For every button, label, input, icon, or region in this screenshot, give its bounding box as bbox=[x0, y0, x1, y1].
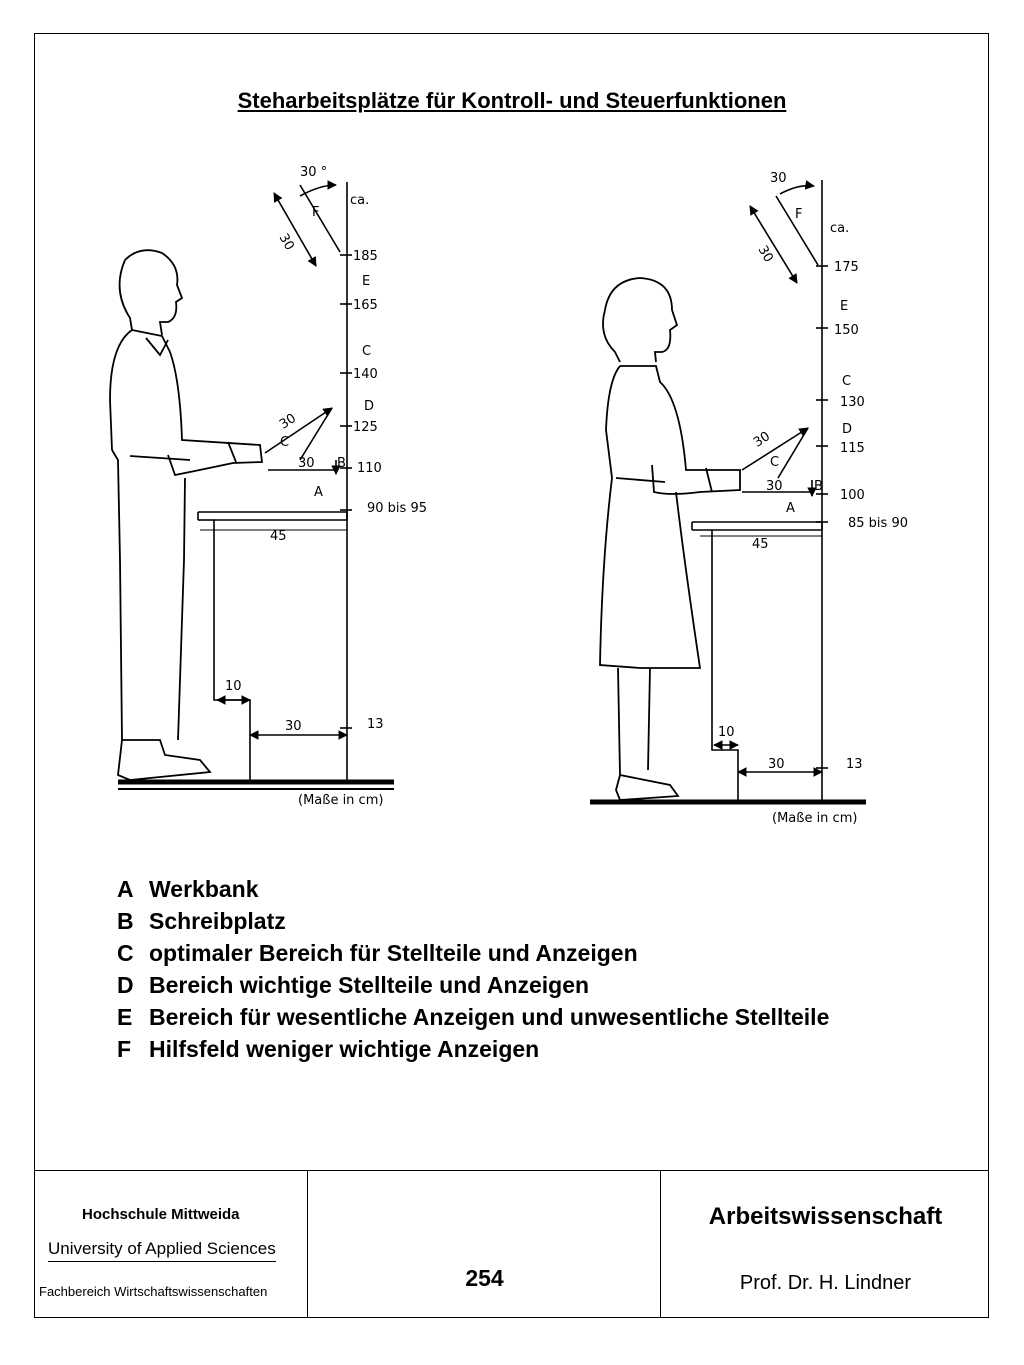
left-height-90-95: 90 bis 95 bbox=[367, 501, 427, 516]
right-height-100: 100 bbox=[840, 488, 865, 503]
figure-right-woman bbox=[590, 180, 866, 802]
legend-item-a: A Werkbank bbox=[117, 876, 259, 902]
left-height-185: 185 bbox=[353, 249, 378, 264]
left-toe-height: 10 bbox=[225, 679, 242, 694]
left-height-110: 110 bbox=[357, 461, 382, 476]
left-zone-c: C bbox=[362, 344, 372, 359]
page-title-text: Steharbeitsplätze für Kontroll- und Steuerfunktionen bbox=[237, 88, 787, 113]
footer bbox=[34, 1170, 989, 1318]
figure-left-man bbox=[110, 182, 394, 789]
university-name: University of Applied Sciences bbox=[48, 1239, 276, 1262]
subject-title: Arbeitswissenschaft bbox=[708, 1203, 943, 1230]
left-height-165: 165 bbox=[353, 298, 378, 313]
legend bbox=[117, 873, 829, 1065]
left-zone-e: E bbox=[362, 274, 371, 289]
legend-item-b: B Schreibplatz bbox=[117, 908, 286, 934]
institution-name: Hochschule Mittweida bbox=[82, 1206, 240, 1223]
left-zone-d: D bbox=[364, 399, 375, 414]
footer-page-cell bbox=[307, 1170, 660, 1318]
page-number: 254 bbox=[465, 1265, 504, 1291]
right-height-115: 115 bbox=[840, 441, 865, 456]
right-height-13: 13 bbox=[846, 757, 863, 772]
right-toe-depth: 30 bbox=[768, 757, 785, 772]
left-c-diagonal: 30 bbox=[276, 411, 300, 433]
department-name: Fachbereich Wirtschaftswissenschaften bbox=[39, 1284, 268, 1299]
legend-item-c: C optimaler Bereich für Stellteile und Anzeigen bbox=[117, 940, 638, 966]
right-person-outline bbox=[600, 278, 740, 800]
left-toe-depth: 30 bbox=[285, 719, 302, 734]
right-height-175: 175 bbox=[834, 260, 859, 275]
left-zone-f: F bbox=[312, 205, 320, 220]
right-f-dimension: 30 bbox=[754, 243, 776, 266]
right-height-150: 150 bbox=[834, 323, 859, 338]
right-zone-a: A bbox=[786, 501, 795, 516]
right-zone-f: F bbox=[795, 207, 803, 222]
right-height-130: 130 bbox=[840, 395, 865, 410]
legend-item-f: F Hilfsfeld weniger wichtige Anzeigen bbox=[117, 1036, 540, 1062]
right-depth-45: 45 bbox=[752, 537, 769, 552]
right-c-base: 30 bbox=[766, 479, 783, 494]
right-zone-c-tri: C bbox=[770, 455, 780, 470]
right-toe-height: 10 bbox=[718, 725, 735, 740]
right-angle-label: 30 bbox=[770, 171, 787, 186]
left-height-140: 140 bbox=[353, 367, 378, 382]
right-units: (Maße in cm) bbox=[772, 811, 858, 826]
right-zone-e: E bbox=[840, 299, 849, 314]
right-c-diagonal: 30 bbox=[750, 429, 774, 451]
left-zone-b: B bbox=[337, 456, 346, 471]
right-zone-b: B bbox=[814, 479, 823, 494]
left-zone-a: A bbox=[314, 485, 323, 500]
left-height-13: 13 bbox=[367, 717, 384, 732]
figure-right-labels bbox=[718, 171, 908, 826]
left-ca-label: ca. bbox=[350, 193, 370, 208]
left-angle-label: 30 ° bbox=[300, 165, 328, 180]
right-ca-label: ca. bbox=[830, 221, 850, 236]
author-name: Prof. Dr. H. Lindner bbox=[739, 1272, 912, 1294]
left-units: (Maße in cm) bbox=[298, 793, 384, 808]
left-c-base: 30 bbox=[298, 456, 315, 471]
legend-item-d: D Bereich wichtige Stellteile und Anzeigen bbox=[117, 972, 590, 998]
left-depth-45: 45 bbox=[270, 529, 287, 544]
left-zone-c-tri: C bbox=[280, 435, 290, 450]
footer-institution-cell bbox=[34, 1170, 307, 1318]
right-zone-d: D bbox=[842, 422, 853, 437]
figure-left-labels bbox=[225, 165, 427, 808]
right-zone-c: C bbox=[842, 374, 852, 389]
left-f-dimension: 30 bbox=[275, 231, 297, 254]
right-height-85-90: 85 bis 90 bbox=[848, 516, 908, 531]
legend-item-e: E Bereich für wesentliche Anzeigen und unwesentliche Stellteile bbox=[117, 1004, 830, 1030]
footer-subject-cell bbox=[660, 1170, 989, 1318]
left-height-125: 125 bbox=[353, 420, 378, 435]
